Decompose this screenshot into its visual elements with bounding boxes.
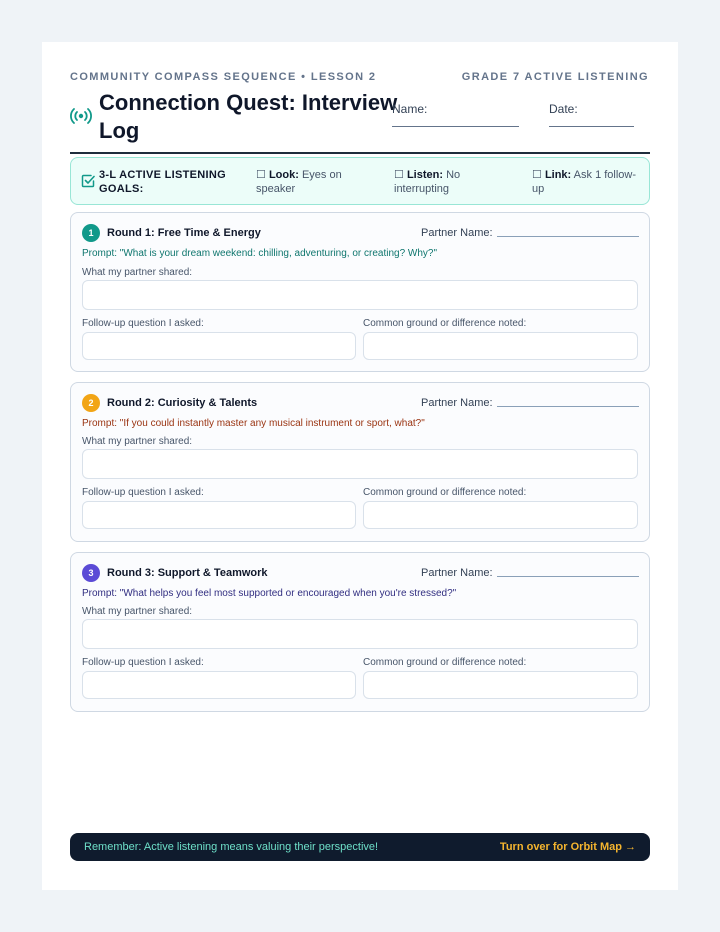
footer-banner (70, 833, 650, 861)
goal-link-text: Ask 1 follow-up (532, 169, 637, 195)
goals-title: 3-L ACTIVE LISTENING GOALS: (99, 169, 227, 195)
common-ground-response-box[interactable] (363, 501, 638, 529)
goal-listen-checkbox[interactable]: ☐ (394, 169, 404, 181)
goal-link (532, 168, 644, 196)
goal-link-checkbox[interactable]: ☐ (532, 169, 542, 181)
date-label: Date: (549, 102, 578, 116)
common-ground-response-box[interactable] (363, 671, 638, 699)
shared-response-box[interactable] (82, 280, 638, 310)
followup-response-box[interactable] (82, 671, 356, 699)
round-number-badge: 1 (82, 224, 100, 242)
goal-look-text: Eyes on speaker (256, 169, 342, 195)
round-title: Round 2: Curiosity & Talents (107, 397, 258, 409)
goal-look (256, 168, 376, 196)
goal-look-checkbox[interactable]: ☐ (256, 169, 266, 181)
page-title: Connection Quest: Interview Log (99, 90, 398, 143)
goal-listen-label: Listen: (406, 169, 443, 181)
turn-over-link[interactable]: Turn over for Orbit Map → (499, 841, 636, 853)
round-title: Round 3: Support & Teamwork (107, 567, 268, 579)
followup-label: Follow-up question I asked: (82, 487, 204, 498)
round-number-badge: 3 (82, 564, 100, 582)
shared-label: What my partner shared: (82, 436, 193, 447)
followup-label: Follow-up question I asked: (82, 318, 204, 329)
broadcast-icon (70, 106, 92, 126)
common-ground-label: Common ground or difference noted: (363, 487, 527, 498)
round-card (70, 382, 650, 542)
name-field[interactable] (392, 126, 519, 127)
partner-name-label: Partner Name: (421, 397, 493, 409)
partner-name-label: Partner Name: (421, 567, 493, 579)
round-card (70, 212, 650, 372)
footer-reminder: Remember: Active listening means valuing their perspective! (84, 841, 379, 853)
shared-response-box[interactable] (82, 449, 638, 479)
checkbox-icon (81, 174, 95, 188)
shared-label: What my partner shared: (82, 606, 193, 617)
round-title: Round 1: Free Time & Energy (107, 227, 261, 239)
shared-label: What my partner shared: (82, 267, 193, 278)
header-divider (70, 152, 650, 154)
name-label: Name: (392, 102, 428, 116)
partner-name-field[interactable] (497, 236, 639, 237)
round-number-badge: 2 (82, 394, 100, 412)
shared-response-box[interactable] (82, 619, 638, 649)
common-ground-response-box[interactable] (363, 332, 638, 360)
goal-listen (394, 168, 509, 196)
partner-name-field[interactable] (497, 576, 639, 577)
followup-response-box[interactable] (82, 332, 356, 360)
partner-name-label: Partner Name: (421, 227, 493, 239)
round-prompt: Prompt: "What is your dream weekend: chilling, adventuring, or creating? Why?" (82, 248, 438, 259)
common-ground-label: Common ground or difference noted: (363, 657, 527, 668)
sequence-label: COMMUNITY COMPASS SEQUENCE • LESSON 2 (70, 71, 377, 83)
date-field[interactable] (549, 126, 634, 127)
partner-name-field[interactable] (497, 406, 639, 407)
goal-look-label: Look: (268, 169, 299, 181)
goal-listen-text: No interrupting (394, 169, 461, 195)
round-card (70, 552, 650, 712)
grade-label: GRADE 7 ACTIVE LISTENING (461, 71, 649, 83)
followup-response-box[interactable] (82, 501, 356, 529)
worksheet-page (42, 42, 678, 890)
goal-link-label: Link: (544, 169, 572, 181)
common-ground-label: Common ground or difference noted: (363, 318, 527, 329)
followup-label: Follow-up question I asked: (82, 657, 204, 668)
round-prompt: Prompt: "If you could instantly master any musical instrument or sport, what?" (82, 418, 425, 429)
listening-goals-banner (70, 157, 650, 205)
round-prompt: Prompt: "What helps you feel most supported or encouraged when you're stressed?" (82, 588, 457, 599)
